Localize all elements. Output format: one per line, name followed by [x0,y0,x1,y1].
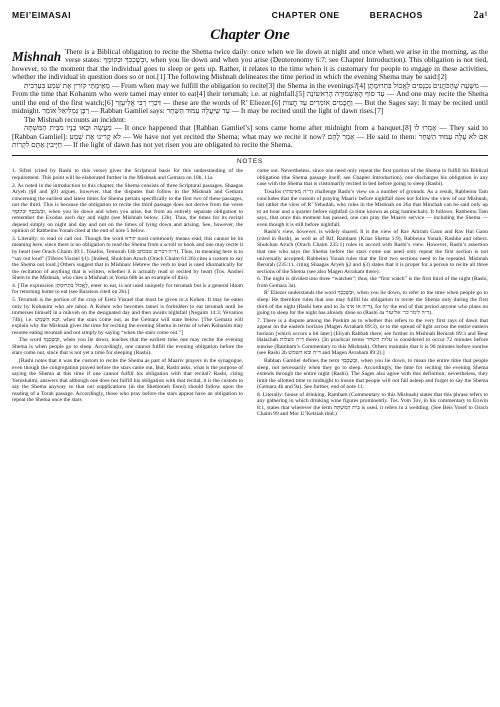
header-chapter: CHAPTER ONE [271,10,340,20]
note-paragraph: come out. Nevertheless, since one need only repeat the first portion of the Shema to fulfill his Biblical obligation (the Shema passage itself; see Chapter Introduction), one discharges his obligation in any case with the Shema that is customarily recited in bed before going to sleep (Rashi). [257,168,488,188]
note-paragraph: Rabban Gamliel defines the term וּבְשָׁכְבְּךָ, when you lie down, to mean the entire time that people sleep, not necessarily when they go to sleep. Accordingly, the time for reciting the evening Shema extends through the entire night (Rashi). The Sages also agree with this definition; nevertheless, they limit the allotted time to midnight to insure that people will not fall asleep and forget to say the Shema (Gemara 4b and 9a). See further, end of note 11. [257,358,488,391]
mishnah-paragraph: מַעֲשֶׂה וּבָאוּ בָנָיו מִבֵּית הַמִּשְׁתֶּה — It once happened that [Rabban Gamliel’s] sons came home after midnight from a banquet.[8] אָמְרוּ לוֹ — They said to [Rabban Gamliel]: לֹא קָרִינוּ אֶת שְׁמַע — We have not yet recited the Shema; what may we recite it now? אָמַר לָהֶם — He said to them: אִם לֹא עָלָה עַמּוּד הַשַּׁחַר חַיָּיבִין אַתֶּם לִקְרוֹת — If the light of dawn has not yet risen you are obligated to recite the Shema. [12,123,488,149]
note-paragraph: Tosafos (ד״ה מאימתי) challenge Rashi’s view on a number of grounds. As a result, Rabbeinu Tam concludes that the custom of praying Maariv before nightfall does not follow the view of our Mishnah, but rather the view of R’ Yehudah, who rules in the Mishnah on 26a that Minchah can be said only up to an hour and a quarter before nightfall (a time known as plag haminchah). It follows, Rabbeinu Tam says, that once this moment has passed, one can pray the Maariv service — including the Shema — even though it is still before nightfall. [257,189,488,228]
note-paragraph: 3. Literally: to read or call out. Though the word קורא most commonly means read, this cannot be its meaning here, since there is no obligation to read the Shema from a scroll or book and one may recite it by heart (see Orach Chaim 49:1, Tosafos, Temurah 14b ד״ה דברים שבכתב). Thus, its meaning here is to “say out loud” (Tiferes Yisrael §1). [Indeed, Shulchan Aruch (Orach Chaim 61:26) cites a custom to say the Shema out loud.] Others suggest that in Mishnaic Hebrew the verb to read is used idiomatically for the recitation of anything that is written, whether it is actually read or recited by heart (Tos. Anshei Shem to the Mishnah, who cites a Mishnah in Yoma 68b as an example of this). [12,235,243,282]
notes-heading: NOTES [12,155,488,165]
notes-column-right [257,168,488,419]
note-paragraph: 2. As noted in the introduction to this chapter, the Shema consists of three Scriptural passages. Shaagas Aryeh (§8 and §9) argues, however, that the disputes that follow in the Mishnah and Gemara concerning the earliest and latest times for Shema pertain specifically to the first two of these passages, not the third. This is because the obligation to recite the third passage does not derive from the verse וּבְשָׁכְבְּךָ וּבְקוּמֶךָ, when you lie down and when you arise, but from an entirely separate obligation to remember the Exodus each day and night (see Mishnah below, 12b). Thus, the times for its recital depend simply on night and day and not on the times of lying down and arising. See, however, the opinion of Rabbeinu Yonah cited at the end of note 5 below. [12,182,243,235]
mishnah-paragraph: The Mishnah recounts an incident: [24,114,126,124]
notes-column-left [12,168,243,419]
note-paragraph: 1. Sifrei (cited by Rashi to this verse) gives the Scriptural basis for this understanding of the requirement. This point will be elaborated further in the Mishnah and Gemara on 10b, 11a. [12,168,243,181]
note-paragraph: The word וּבְשָׁכְבְּךָ, when you lie down, teaches that the earliest time one may recite the evening Shema is when people go to sleep. Accordingly, one cannot fulfill the evening obligation before the stars come out, since that is not yet a time for sleeping (Rashi). [12,337,243,357]
chapter-title: Chapter One [210,27,290,43]
note-paragraph: 6. The night is divided into three “watches”; thus, the “first watch” is the first third of the night (Rashi, from Gemara 3a). [257,276,488,289]
note-paragraph: 5. Terumah is the portion of the crop of Eretz Yisrael that must be given to a Kohen. It may be eaten only by Kohanim who are tahor. A Kohen who becomes tamei is forbidden to eat terumah until he immerses himself in a mikveh on the designated day and then awaits nightfall (Negaim 14:3; Yevamos 74b), i.e. וּבָא הַשֶּׁמֶשׁ, when the stars come out, as the Gemara will state below. [The Gemara will explain why the Mishnah gives the time for reciting the evening Shema in terms of when Kohanim may resume eating terumah and not simply by saying “when the stars come out.”] [12,296,243,336]
note-paragraph: 4. [The expression לֶאֱכוֹל בִּתְרוּמָתָן, enter to eat, is not used uniquely for terumah but is a general idiom for returning home to eat (see Baraisos cited on 2b).] [12,282,243,296]
header-left: MEI’EIMASAI [12,10,71,20]
running-header [12,8,488,22]
note-paragraph: [Rashi notes that it was the custom to recite the Shema as part of Maariv prayers in the synagogue, even though the congregation prayed before the stars came out. But, Rashi asks, what is the purpose of saying the Shema at this time if one cannot fulfill his obligation with that recital? Rashi, citing Yerushalmi, answers that although one does not fulfill his obligation with that recital, it is the custom to say the Shema anyway so that our supplications (in the Shemoneh Esrei) should follow upon the reading of a Torah passage. Accordingly, those who pray before the stars appear have an obligation to repeat the Shema once the stars [12,358,243,404]
notes-section [12,168,488,419]
note-paragraph: R’ Eliezer understands the word וּבְשָׁכְבְּךָ, when you lie down, to refer to the time when people go to sleep. He therefore rules that one may fulfill his obligation to recite the Shema only during the first third of the night (Rashi here and to 3a ד״ה או אינו), for by the end of that period anyone who plans on going to sleep for the night has already done so (Rashi 4a ד״ה לימר כר׳ אליעזר). [257,290,488,317]
header-center [272,10,423,20]
mishnah-section [12,48,488,149]
note-paragraph: 7. There is a dispute among the Poskim as to whether this refers to the very first rays of dawn that appear on the eastern horizon (Magen Avraham 89:3), or to the spread of light across the entire eastern horizon [which occurs a bit later] (Eliyah Rabbah there; see further in Mishnah Berurah 89:3 and Beur Halachah ד״ה מעלות there). [In practical terms עלות השחר is considered to occur 72 minutes before sunrise (Rambam’s Commentary to this Mishnah). Others maintain that it is 90 minutes before sunrise (see Rashi 2b ד״ה ובא השמש and Magen Avraham 89:2).] [257,317,488,357]
mishnah-paragraph: There is a Biblical obligation to recite the Shema twice daily: once when we lie down at night and once when we arise in the morning, as the verse states: וּבְשָׁכְבְּךָ וּבְקוּמֶךָ, when you lie down and when you arise (Deuteronomy 6:7; see Chapter Introduction). This obligation is not tied, however, to the moment that the individual goes to sleep or gets up. Rather, it relates to the time when it is customary for people to engage in these activities, whether the individual in question does so or not.[1] The following Mishnah delineates the time period in which the evening Shema may be said:[2] [12,47,488,82]
note-paragraph: 8. Literally: house of drinking. Rambam (Commentary to this Mishnah) states that this phrase refers to any gathering in which drinking wine figures prominently. Tos. Yom Tov, in his commentary to Eruvin 8:1, states that wherever the term בֵּית הַמִּשְׁתֶּה is used, it refers to a wedding. (See Beis Yosef to Orach Chaim 99 and Mor U’Ketziah ibid.) [257,391,488,418]
mishnah-paragraph: מֵאֵימָתַי קוֹרִין אֶת שְׁמַע בְּעַרְבִית — From when may we fulfill the obligation to recite[3] the Shema in the evenings?[4] מִשָּׁעָה שֶׁהַכֹּהֲנִים נִכְנָסִים לֶאֱכוֹל בִּתְרוּמָתָן — From the time that Kohanim who were tamei may enter to eat[4] their terumah; i.e. at nightfall.[5] עַד סוֹף הָאַשְׁמוּרָה הָרִאשׁוֹנָה — And one may recite the Shema until the end of the first watch;[6] דִּבְרֵי רַבִּי אֱלִיעֶזֶר — these are the words of R’ Eliezer.[6] וַחֲכָמִים אוֹמְרִים עַד חֲצוֹת — But the Sages say: It may be recited until midnight. רַבָּן גַּמְלִיאֵל אוֹמֵר — Rabban Gamliel says: עַד שֶׁיַּעֲלֶה עַמּוּד הַשַּׁחַר — It may be recited until the light of dawn rises.[7] [12,80,488,116]
folio-number: 2a¹ [473,9,488,21]
note-paragraph: Rashi’s view, however, is widely shared. It is the view of Rav Amram Gaon and Rav Hai Gaon (cited in Rosh), as well as of Rif, Rambam (Krias Shema 1:9), Rabbeinu Yonah, Rashba and others. Shulchan Aruch (Orach Chaim 235:1) rules in accord with Rashi’s view. However, Rashi’s assertion that one who says the Shema before the stars come out need only repeat the first section is not universally accepted; Rabbeinu Yonah rules that the first two sections need to be repeated. Mishnah Berurah (235:11, citing Shaagas Aryeh §2 and §3) states that it is proper for a person to recite all three sections of the Shema (see also Magen Avraham there). [257,229,488,275]
header-tractate: BERACHOS [369,10,423,20]
mishnah-label: Mishnah [12,49,62,64]
